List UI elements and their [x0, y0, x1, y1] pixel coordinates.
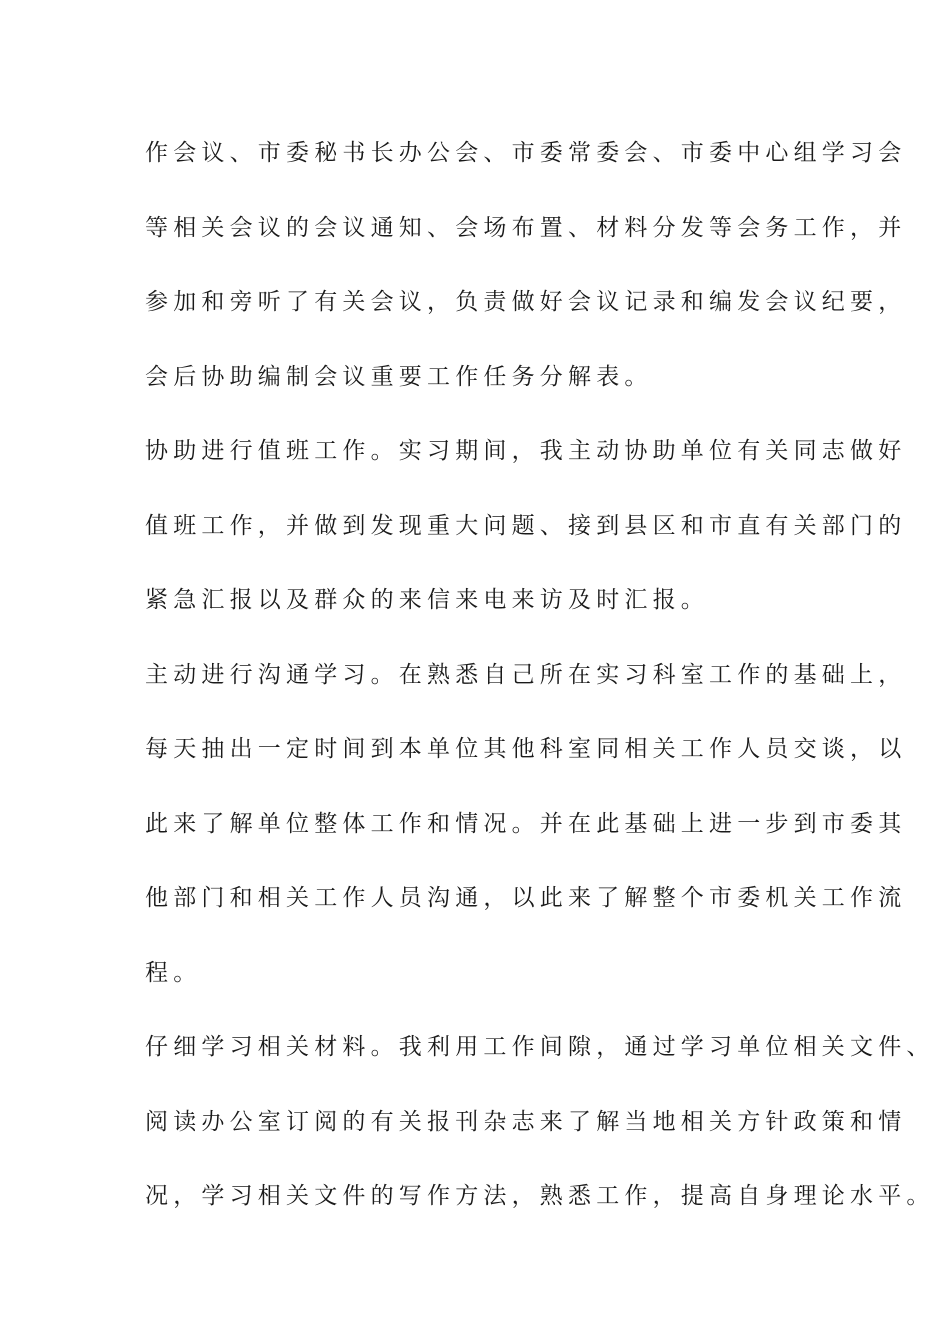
document-body: [145, 130, 935, 1248]
text-line: 紧急汇报以及群众的来信来电来访及时汇报。: [145, 587, 709, 613]
text-line: 会后协助编制会议重要工作任务分解表。: [145, 363, 653, 390]
text-line: 程。: [145, 959, 202, 986]
text-line: 协助进行值班工作。实习期间，我主动协助单位有关同志做好: [145, 438, 907, 464]
text-line: 每天抽出一定时间到本单位其他科室同相关工作人员交谈，以: [145, 736, 907, 762]
text-line: 阅读办公室订阅的有关报刊杂志来了解当地相关方针政策和情: [145, 1108, 907, 1135]
text-line: 作会议、市委秘书长办公会、市委常委会、市委中心组学习会: [145, 140, 907, 166]
text-line: 等相关会议的会议通知、会场布置、材料分发等会务工作，并: [145, 214, 907, 241]
text-line: 此来了解单位整体工作和情况。并在此基础上进一步到市委其: [145, 810, 907, 837]
text-line: 仔细学习相关材料。我利用工作间隙，通过学习单位相关文件、: [145, 1034, 935, 1060]
text-line: 况，学习相关文件的写作方法，熟悉工作，提高自身理论水平。: [145, 1183, 935, 1209]
text-line: 值班工作，并做到发现重大问题、接到县区和市直有关部门的: [145, 512, 907, 539]
text-line: 参加和旁听了有关会议，负责做好会议记录和编发会议纪要，: [145, 289, 907, 315]
text-line: 他部门和相关工作人员沟通，以此来了解整个市委机关工作流: [145, 885, 907, 911]
text-line: 主动进行沟通学习。在熟悉自己所在实习科室工作的基础上，: [145, 661, 907, 688]
